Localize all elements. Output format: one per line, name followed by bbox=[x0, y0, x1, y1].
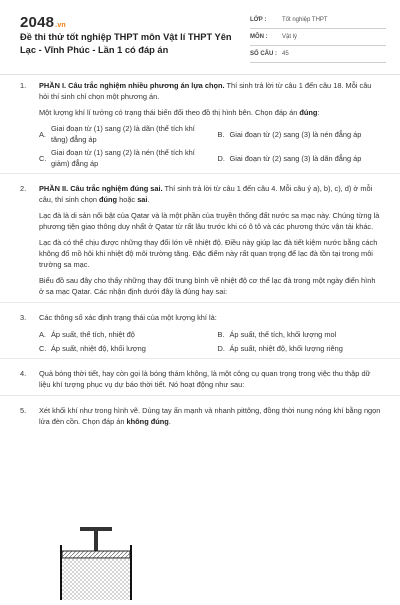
choice-a[interactable]: A. Áp suất, thể tích, nhiệt độ bbox=[39, 329, 135, 339]
question-prompt: Các thông số xác định trạng thái của một lượng khí là: bbox=[39, 313, 217, 322]
choice-b[interactable]: B. Giai đoạn từ (2) sang (3) là nén đẳng áp bbox=[217, 129, 362, 139]
question-paragraph: Lạc đà có thể chịu được những thay đổi lớn về nhiệt độ. Điều này giúp lạc đà tiết kiệm nước bằng cách không đổ mồ hôi khi nhiệt độ môi trường tăng. Đặc điểm này rất quan trọng để lạc đà tồn tại trong môi trường sa mạc. bbox=[39, 238, 378, 269]
meta-subject-row: MÔN : Vật lý bbox=[250, 29, 386, 46]
piston-handle bbox=[80, 527, 112, 531]
page-header bbox=[0, 0, 400, 68]
section-instruction: PHẦN II. Câu trắc nghiệm đúng sai. Thí sinh trả lời từ câu 1 đến câu 4. Mỗi câu ý a), b), c), d) ở mỗi câu, thí sinh chọn đúng hoặc sai. bbox=[39, 184, 373, 204]
section-instruction: PHẦN I. Câu trắc nghiệm nhiều phương án lựa chọn. Thí sinh trả lời từ câu 1 đến câu 18. Mỗi câu hỏi thí sinh chỉ chọn một phương án. bbox=[39, 81, 372, 101]
question-prompt: Một lượng khí lí tưởng có trạng thái biến đổi theo đồ thị hình bên. Chọn đáp án đúng: bbox=[39, 108, 320, 117]
question-number: 2. bbox=[20, 184, 27, 193]
question-divider bbox=[0, 358, 400, 359]
meta-count-row: SỐ CÂU : 45 bbox=[250, 46, 386, 63]
question-number: 5. bbox=[20, 406, 27, 415]
choice-c[interactable]: C. Giai đoạn từ (1) sang (2) là nén (thể tích khí giảm) đẳng áp bbox=[39, 148, 195, 168]
exam-title: Đề thi thử tốt nghiệp THPT môn Vật lí THPT Yên Lạc - Vĩnh Phúc - Lần 1 có đáp án bbox=[20, 32, 232, 55]
choice-d[interactable]: D. Áp suất, nhiệt độ, khối lượng riêng bbox=[217, 343, 343, 353]
question-prompt: Quả bóng thời tiết, hay còn gọi là bóng thám không, là một công cụ quan trọng trong việc thu thập dữ liệu khí tượng phục vụ dự báo thời tiết. Nó hoạt động như sau: bbox=[39, 369, 371, 389]
question-4 bbox=[20, 368, 382, 396]
question-5 bbox=[20, 405, 382, 427]
exam-meta bbox=[250, 12, 386, 63]
question-paragraph: Lạc đà là di sản nổi bật của Qatar và là một phần của truyền thống đất nước sa mạc này. Chúng từng là phương tiện giao thông duy nhất ở Qatar từ rất lâu trước khi có ô tô và các phương thức vận tải khác. bbox=[39, 211, 380, 231]
choice-c[interactable]: C. Áp suất, nhiệt độ, khối lượng bbox=[39, 343, 146, 353]
header-divider bbox=[0, 74, 400, 75]
answer-choices bbox=[39, 328, 382, 354]
piston-cylinder-diagram bbox=[40, 527, 150, 600]
question-number: 1. bbox=[20, 81, 27, 90]
answer-choices bbox=[39, 123, 382, 169]
question-prompt: Xét khối khí như trong hình vẽ. Dùng tay ấn mạnh và nhanh pittông, đồng thời nung nóng khí bằng ngọn lửa đèn cồn. Chọn đáp án không đúng. bbox=[39, 406, 381, 426]
gas-region bbox=[62, 558, 130, 600]
choice-a[interactable]: A. Giai đoạn từ (1) sang (2) là dãn (thể tích khí tăng) đẳng áp bbox=[39, 124, 195, 144]
question-list bbox=[20, 80, 382, 436]
meta-class-row: LỚP : Tốt nghiệp THPT bbox=[250, 12, 386, 29]
choice-b[interactable]: B. Áp suất, thể tích, khối lượng mol bbox=[217, 329, 337, 339]
question-divider bbox=[0, 395, 400, 396]
piston-head bbox=[62, 551, 130, 558]
question-divider bbox=[0, 173, 400, 174]
question-1 bbox=[20, 80, 382, 174]
question-paragraph: Biểu đồ sau đây cho thấy những thay đổi trung bình về nhiệt độ cơ thể lạc đà trong một ngày điển hình ở sa mạc Qatar. Các nhận định dưới đây là đúng hay sai: bbox=[39, 276, 376, 296]
choice-d[interactable]: D. Giai đoạn từ (2) sang (3) là dãn đẳng áp bbox=[217, 153, 362, 163]
question-number: 4. bbox=[20, 369, 27, 378]
site-logo[interactable]: 2048.vn bbox=[20, 14, 66, 31]
question-3 bbox=[20, 312, 382, 359]
piston-cylinder-figure bbox=[40, 527, 150, 600]
question-divider bbox=[0, 302, 400, 303]
question-2 bbox=[20, 183, 382, 303]
question-number: 3. bbox=[20, 313, 27, 322]
